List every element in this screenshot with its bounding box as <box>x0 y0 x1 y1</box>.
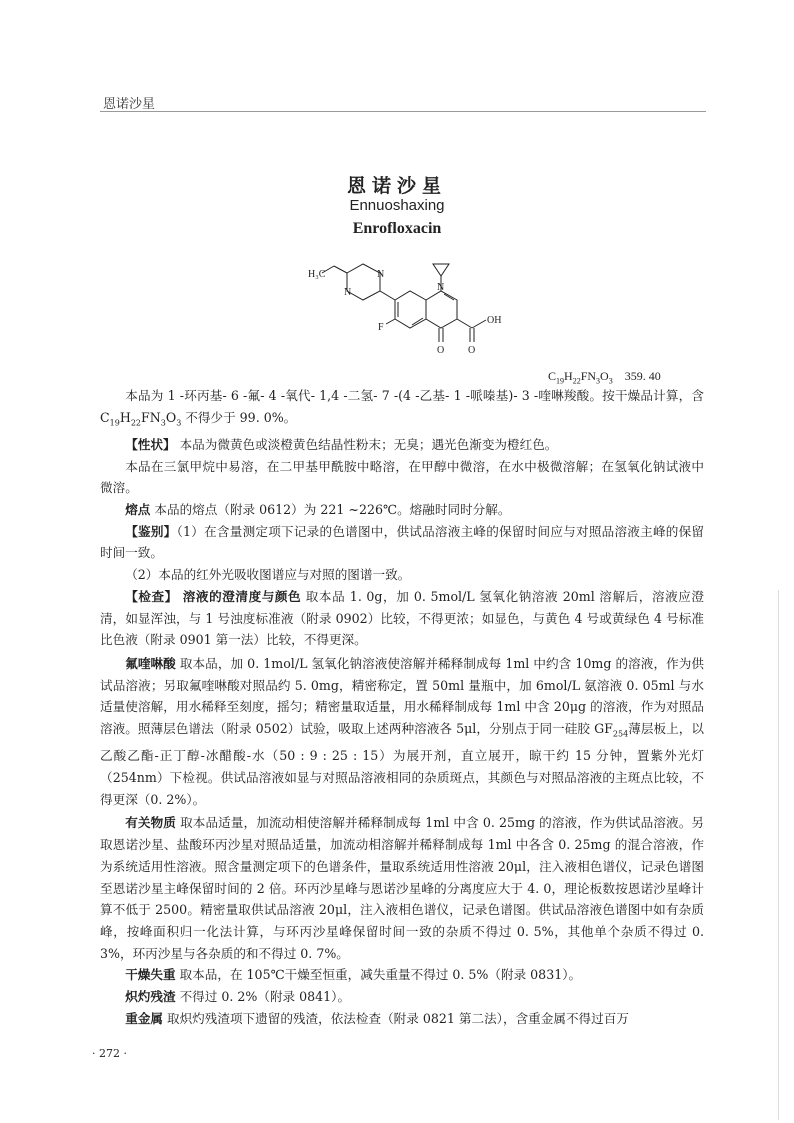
running-header: 恩诺沙星 <box>103 97 156 112</box>
paragraph-residue-on-ignition: 炽灼残渣 不得过 0. 2%（附录 0841）。 <box>125 989 351 1005</box>
paragraph-identification-1: 【鉴别】（1）在含量测定项下记录的色谱图中，供试品溶液主峰的保留时间应与对照品溶液主峰的保留时间一致。 <box>100 523 705 561</box>
chemical-structure <box>300 258 530 363</box>
title-english: Enrofloxacin <box>352 220 442 237</box>
paragraph-melting-point: 熔点 本品的熔点（附录 0612）为 221 ~226℃。熔融时同时分解。 <box>125 502 511 518</box>
title-pinyin: Ennuoshaxing <box>349 197 445 214</box>
label-n-piperazine-2: N <box>377 269 385 280</box>
paragraph-identification-2: （2）本品的红外光吸收图谱应与对照的图谱一致。 <box>125 567 411 583</box>
molecular-formula: $C_{19}H_{22}FN_3O_3$ 359. 40 <box>548 369 661 386</box>
molecular-weight: 359. 40 <box>624 369 661 383</box>
heading-loss-on-drying: 干燥失重 <box>125 967 176 983</box>
label-ethyl: H₃C <box>308 269 326 280</box>
benzene-ring <box>395 291 426 328</box>
label-fluorine: F <box>378 322 384 333</box>
paragraph-heavy-metals: 重金属 取炽灼残渣项下遗留的残渣，依法检查（附录 0821 第二法），含重金属不得过百万 <box>125 1010 629 1026</box>
paragraph-related-substances: 有关物质 取本品适量，加流动相使溶解并稀释制成每 1ml 中含 0. 25mg 的溶液，作为供试品溶液。另取恩诺沙星、盐酸环丙沙星对照品适量，加流动相溶解并稀释制成每 1ml 中各含 0. 25mg 的混合溶液，作为系统适用性溶液。照含量测定项下的色谱条件，量取系统适用性溶液 20μl，注入液相色谱仪，记录色谱图至恩诺沙星主峰保留时间的 2 倍。环丙沙星峰与恩诺沙星峰的分离度应大于 4. 0，理论板数按恩诺沙星峰计算不低于 2500。精密量取供试品溶液 20μl，注入液相色谱仪，记录色谱图。供试品溶液色谱图中如有杂质峰，按峰面积归一化法计算，与环丙沙星峰保留时间一致的杂质不得过 0. 5%，其他单个杂质不得过 0. 3%，环丙沙星与各杂质的和不得过 0. 7%。 <box>100 815 705 961</box>
paragraph-loss-on-drying: 干燥失重 取本品，在 105℃干燥至恒重，减失重量不得过 0. 5%（附录 0831）。 <box>125 967 582 983</box>
title-chinese: 恩诺沙星 <box>346 175 447 197</box>
cyclopropyl-ring <box>433 264 449 276</box>
paragraph-properties: 【性状】 本品为微黄色或淡橙黄色结晶性粉末；无臭；遇光色渐变为橙红色。 <box>125 436 558 452</box>
page-number: · 272 · <box>92 1047 127 1060</box>
paragraph-clarity: 【检查】 溶液的澄清度与颜色 取本品 1. 0g，加 0. 5mol/L 氢氧化钠溶液 20ml 溶解后，溶液应澄清，如显浑浊，与 1 号浊度标准液（附录 0902）比较，不得更浓；如显色，与黄色 4 号或黄绿色 4 号标准比色液（附录 0901 第一法）比较，不得更深。 <box>100 588 705 648</box>
monograph-body <box>100 385 704 1029</box>
heading-residue-on-ignition: 炽灼残渣 <box>125 989 176 1005</box>
piperazine-ring <box>347 264 380 300</box>
heading-clarity: 溶液的澄清度与颜色 <box>177 588 302 604</box>
label-n-quinolone: N <box>437 282 445 293</box>
header-rule <box>100 111 706 112</box>
heading-related-substances: 有关物质 <box>125 815 176 831</box>
heading-identification: 【鉴别】 <box>125 523 177 539</box>
heading-heavy-metals: 重金属 <box>125 1010 163 1026</box>
label-oxygen-carboxyl: O <box>468 345 476 356</box>
label-n-piperazine-1: N <box>344 287 352 298</box>
label-hydroxyl: OH <box>487 315 502 326</box>
heading-melting-point: 熔点 <box>125 502 151 518</box>
heading-properties: 【性状】 <box>125 436 176 452</box>
label-oxygen-ketone: O <box>437 345 445 356</box>
paragraph-intro: 本品为 1 -环丙基- 6 -氟- 4 -氧代- 1,4 -二氢- 7 -(4 -乙基- 1 -哌嗪基)- 3 -喹啉羧酸。按干燥品计算，含 $C_{19}H_{22}FN_3O_3$ 不得少于 99. 0%。 <box>100 388 704 428</box>
pyridone-ring <box>426 291 457 328</box>
heading-fluoroquinolinic-acid: 氟喹啉酸 <box>125 655 176 671</box>
heading-tests: 【检查】 <box>125 588 178 604</box>
paragraph-solubility: 本品在三氯甲烷中易溶，在二甲基甲酰胺中略溶，在甲醇中微溶，在水中极微溶解；在氢氧化钠试液中微溶。 <box>100 458 704 496</box>
scan-edge-line <box>778 590 779 1120</box>
paragraph-fluoroquinolinic-acid: 氟喹啉酸 取本品，加 0. 1mol/L 氢氧化钠溶液使溶解并稀释制成每 1ml 中约含 10mg 的溶液，作为供试品溶液；另取氟喹啉酸对照品约 5. 0mg，精密称定，置 50ml 量瓶中，加 6mol/L 氨溶液 0. 05ml 与水适量使溶解，用水稀释至刻度，摇匀；精密量取适量，用水稀释制成每 1ml 中含 20μg 的溶液，作为对照品溶液。照薄层色谱法（附录 0502）试验，吸取上述两种溶液各 5μl，分别点于同一硅胶 $GF_{254}$薄层板上，以乙酸乙酯-正丁醇-冰醋酸-水（50 : 9 : 25 : 15）为展开剂，直立展开，晾干约 15 分钟，置紫外光灯（254nm）下检视。供试品溶液如显与对照品溶液相同的杂质斑点，其颜色与对照品溶液的主斑点比较，不得更深（0. 2%）。 <box>100 655 705 807</box>
